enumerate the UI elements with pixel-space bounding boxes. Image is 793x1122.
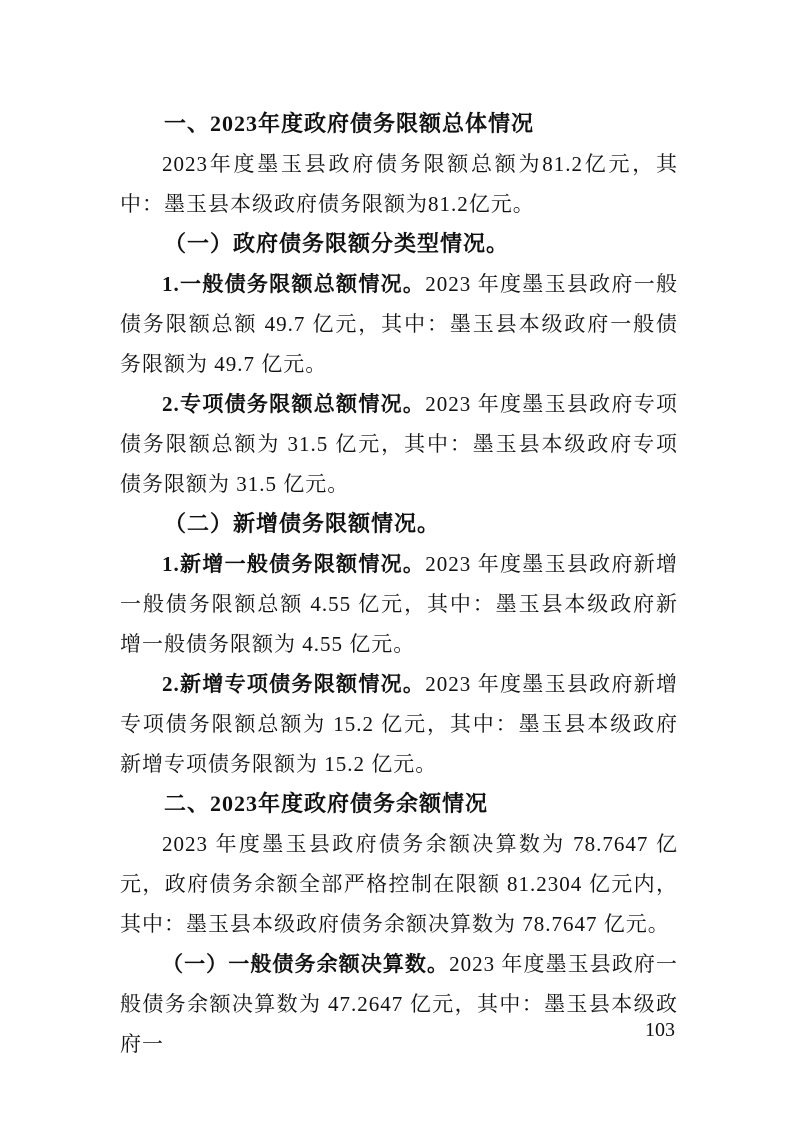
- paragraph-text-general-debt-balance: 2023 年度墨玉县政府一般债务余额决算数为 47.2647 亿元，其中：墨玉县本级政府一: [120, 952, 679, 1056]
- paragraph-lead-special-debt-limit: 2.专项债务限额总额情况。: [162, 392, 426, 416]
- paragraph-total-debt-limit: 2023年度墨玉县政府债务限额总额为81.2亿元，其中：墨玉县本级政府债务限额为81.2亿元。: [120, 152, 678, 216]
- paragraph-lead-general-debt-limit: 1.一般债务限额总额情况。: [162, 272, 426, 296]
- paragraph-lead-general-debt-balance: （一）一般债务余额决算数。: [162, 952, 450, 976]
- paragraph-new-general-debt-limit: [120, 544, 678, 664]
- subsection-heading-new-debt-limit: （二）新增债务限额情况。: [164, 511, 441, 536]
- paragraph-lead-new-general-debt-limit: 1.新增一般债务限额情况。: [162, 552, 426, 576]
- paragraph-text-new-general-debt-limit: 2023 年度墨玉县政府新增一般债务限额总额 4.55 亿元，其中：墨玉县本级政府新增一般债务限额为 4.55 亿元。: [120, 552, 679, 656]
- paragraph-lead-new-special-debt-limit: 2.新增专项债务限额情况。: [162, 672, 426, 696]
- paragraph-general-debt-balance: [120, 944, 678, 1064]
- paragraph-debt-balance-total: 2023 年度墨玉县政府债务余额决算数为 78.7647 亿元，政府债务余额全部严格控制在限额 81.2304 亿元内，其中：墨玉县本级政府债务余额决算数为 78.7647 亿元。: [120, 832, 678, 936]
- subsection-heading-limit-by-type: （一）政府债务限额分类型情况。: [164, 231, 510, 256]
- paragraph-text-new-special-debt-limit: 2023 年度墨玉县政府新增专项债务限额总额为 15.2 亿元，其中：墨玉县本级政府新增专项债务限额为 15.2 亿元。: [120, 672, 679, 776]
- page-number: 103: [645, 1019, 675, 1041]
- document-content: [120, 104, 678, 1064]
- section-heading-debt-balance: 二、2023年度政府债务余额情况: [164, 791, 489, 816]
- paragraph-text-special-debt-limit: 2023 年度墨玉县政府专项债务限额总额为 31.5 亿元，其中：墨玉县本级政府专项债务限额为 31.5 亿元。: [120, 392, 679, 496]
- paragraph-special-debt-limit: [120, 384, 678, 504]
- section-heading-debt-limit-overview: 一、2023年度政府债务限额总体情况: [164, 111, 535, 136]
- paragraph-text-general-debt-limit: 2023 年度墨玉县政府一般债务限额总额 49.7 亿元，其中：墨玉县本级政府一般债务限额为 49.7 亿元。: [120, 272, 679, 376]
- paragraph-new-special-debt-limit: [120, 664, 678, 784]
- paragraph-general-debt-limit: [120, 264, 678, 384]
